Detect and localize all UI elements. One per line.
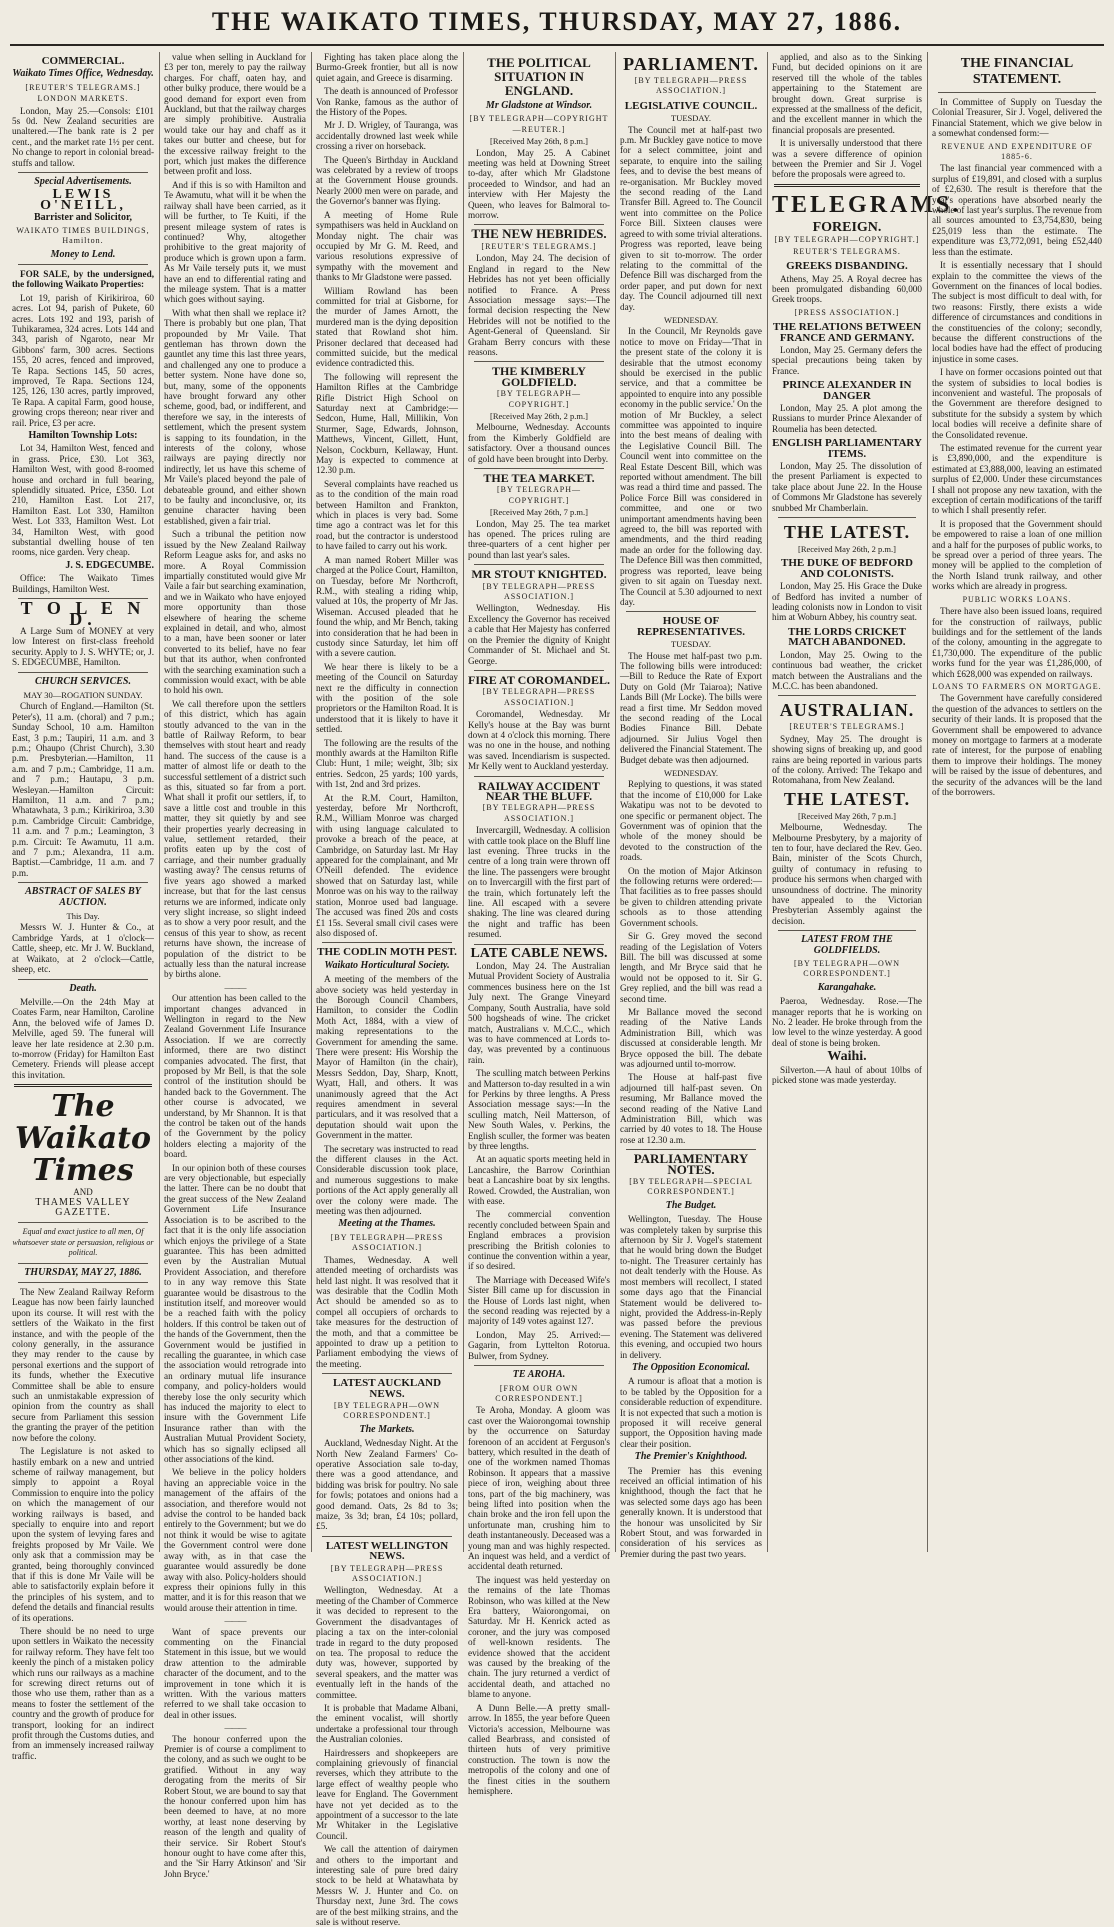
editorial-paragraph: There should be no need to urge upon settlers in Waikato the necessity for railway reform. They have felt too keenly the pinch of a mistaken policy which runs our railways as a machine for screwing direct returns out of those who use them, rather than as a means to foster the settlement of the country and the growth of produce for transport, looking for an indirect profit through the Customs duties, and from an immensely increased railway traffic. bbox=[12, 1626, 154, 1761]
divider bbox=[322, 1373, 452, 1374]
news-item: London, May 25. Germany defers the special precautions being taken by France. bbox=[772, 344, 922, 376]
thames-assoc: [BY TELEGRAPH—PRESS ASSOCIATION.] bbox=[330, 1232, 444, 1253]
news-item: The last financial year commenced with a surplus of £19,891, and closed with a surplus of £2,630. The result is therefore that the year's operations have absorbed nearly the whole of last year's surplus. The revenue from all sources amounted to £3,754,830, being £25,019 less than the estimate. The expenditure was £3,772,091, being £52,440 less than the estimate. bbox=[932, 163, 1102, 257]
telegrams-heading: TELEGRAMS. bbox=[772, 191, 962, 218]
council-day: TUESDAY. bbox=[671, 113, 711, 124]
to-lend-heading: T O L E N D. bbox=[20, 598, 146, 629]
news-item: The Council met at half-past two p.m. Mr Buckley gave notice to move for a select committee, joint and separate, to enquire into the sailing fees, and to devise the best means of re-organisation. Mr Buckley moved the second reading of the Land Transfer Bill. Agreed to. The Council went into committee on the Police Force Bill. Sixteen clauses were agreed to with some trivial alterations. Progress was reported, leave being given to sit to-morrow. The order relating to the committal of the Defence Bill was discharged from the order paper, and put down for next day. The Council adjourned till next day. bbox=[620, 124, 762, 312]
issue-date: THURSDAY, MAY 27, 1886. bbox=[24, 1266, 142, 1278]
latest-received: [Received May 26th, 2 p.m.] bbox=[798, 544, 896, 555]
lewis-oneill-name: LEWIS O'NEILL, bbox=[40, 187, 126, 213]
political-received: [Received May 26th, 8 p.m.] bbox=[490, 136, 588, 147]
column-2 bbox=[164, 52, 306, 1879]
news-item: A Dunn Belle.—A pretty small-arrow. In 1855, the year before Queen Victoria's accession, Melbourne was called Bearbrass, and consisted of thirteen huts of very primitive construction. The town is now the metropolis of the colony and one of the finest cities in the southern hemisphere. bbox=[468, 1702, 610, 1796]
church-text: Church of England.—Hamilton (St. Peter's), 11 a.m. (choral) and 7 p.m.; Sunday School, 10 a.m. Hamilton East, 3 p.m.; Taupiri, 11 a.m. and 3 p.m.; Ohaupo (Christ Church), 3.30 p.m. Presbyterian.—Hamilton, 11 a.m. and 7 p.m.; Cambridge, 11 a.m. and 7 p.m.; Hautapu, 3 p.m. Wesleyan.—Hamilton Circuit: Hamilton, 11 a.m. and 7 p.m.; Whatawhata, 3 p.m.; Kirikiriroa, 3.30 p.m. Cambridge Circuit: Cambridge, 11 a.m. and 7 p.m.; Leamington, 3 p.m. Circuit: Te Awamutu, 11 a.m. and 7 p.m.; Alexandra, 11 a.m. Baptist.—Cambridge, 11 a.m. and 7 p.m. bbox=[12, 701, 154, 878]
editorial-paragraph: The New Zealand Railway Reform League has now been fairly launched upon its course. It will rest with the settlers of the Waikato in the first instance, and with the people of the colony generally, in the assurance they may render to the cause by personal exertions and the support of its funds, whether the Executive Committee shall be able to ensure such an unmistakable expression of opinion from the country as shall secure from Parliament this session the granting the prayer of the petition now before the colony. bbox=[12, 1287, 154, 1443]
editorial-paragraph: We believe in the policy holders having an appreciable voice in the management of the affairs of the association, and therefore would not advise the control to be handed back entirely to the Government; but we do not think it would be wise to agitate the Government control were done away with, as in that case the guarantee would assuredly be done away with also. Policy-holders should express their opinions fully in this matter, and it is for this reason that we would arouse their attention in time. bbox=[164, 1467, 306, 1613]
relations-heading: THE RELATIONS BETWEEN FRANCE AND GERMANY. bbox=[772, 321, 922, 344]
column-rule bbox=[311, 52, 312, 1552]
news-item: The Premier has this evening received an official intimation of his knighthood, though the fact that he was selected some days ago has been generally known. It is understood that the honour was unsolicited by Sir Robert Stout, and was forwarded in consideration of his services as Premier during the past two years. bbox=[620, 1465, 762, 1559]
news-item: The House met half-past two p.m. The following bills were introduced:—Bill to Reduce the Rate of Export Duty on Gold (Mr Taiaroa); Native Lands Bill (Mr Locke). The bills were read a first time. Mr Seddon moved the second reading of the Local Bodies Finance Bill. Debate adjourned. Sir Julius Vogel then delivered the Financial Statement. The Budget debate was then adjourned. bbox=[620, 650, 762, 765]
tea-sub: [BY TELEGRAPH—COPYRIGHT.] bbox=[497, 485, 581, 505]
railway-sub: [BY TELEGRAPH—PRESS ASSOCIATION.] bbox=[482, 803, 596, 823]
greeks-heading: GREEKS DISBANDING. bbox=[786, 260, 908, 273]
house-day: TUESDAY. bbox=[671, 639, 711, 650]
sale-signature: J. S. EDGECUMBE. bbox=[65, 559, 154, 571]
editorial-paragraph: The Legislature is not asked to hastily embark on a new and untried scheme of railway management, but simply to appoint a Royal Commission to enquire into the policy on which the management of our working railways is based, and specially to enquire into and report upon the system of levying fares and freights proposed by Mr Vaile. We only ask that a commission may be granted, being thoroughly convinced that if this is done Mr Vaile will be able to satisfactorily explain before it the principles of his system, and to defend the details and financial results of its operations. bbox=[12, 1446, 154, 1623]
abstract-day: This Day. bbox=[66, 911, 100, 922]
news-item: It is universally understood that there was a severe difference of opinion between the Premier and Sir J. Vogel before the proposals were agreed to. bbox=[772, 138, 922, 180]
reuters-line: [REUTER'S TELEGRAMS.] bbox=[25, 82, 141, 92]
premier-heading: The Premier's Knighthood. bbox=[634, 1451, 748, 1463]
fire-heading: FIRE AT COROMANDEL. bbox=[468, 672, 610, 687]
divider bbox=[474, 670, 604, 671]
news-item: The Queen's Birthday in Auckland was celebrated by a review of troops at the Government House grounds. Nearly 2000 men were on parade, and the Governor's banner was flying. bbox=[316, 154, 458, 207]
editorial-paragraph: We call therefore upon the settlers of this district, which has again stoutly advanced to the van in the battle of Railway Reform, to bear themselves with stout heart and ready hand. The success of the cause is a matter of almost life or death to the successful settlement of a district such as this, situated so far from a port. What shall it profit our settlers, if, to save a little cost and trouble in this matter, they sit quietly by and see their properties yearly decreasing in value, settlement retarded, their profits eaten up by the cost of carriage, and their number gradually wasting away? The census returns of five years ago showed a marked increase, but that for the last census returns we are informed, indicate only very slight increase, so slight indeed as to show a very poor result, and the census of this year to show, as recent returns have shown, the increase of population of the district to be actually less than the natural increase by births alone. bbox=[164, 698, 306, 980]
news-item: Several complaints have reached us as to the condition of the main road between Hamilton and Frankton, which in places is very bad. Some time ago a contract was let for this road, but the contractor is understood to have failed to carry out his work. bbox=[316, 478, 458, 552]
divider bbox=[18, 1282, 148, 1283]
special-ads-heading: Special Advertisements. bbox=[34, 176, 132, 188]
divider bbox=[626, 1149, 756, 1150]
commercial-subheading: Waikato Times Office, Wednesday. bbox=[12, 68, 154, 80]
news-item: Replying to questions, it was stated that the income of £10,000 for Lake Wakatipu was not to be devoted to one specific or permanent object. The Government was of opinion that the whole of the money should be devoted to the construction of the roads. bbox=[620, 779, 762, 863]
news-item: A meeting of the members of the above society was held yesterday in the Borough Council Chambers, Hamilton, to consider the Codlin Moth Act, 1884, with a view of making representations to the Government for amending the same. There were present: His Worship the Mayor of Hamilton (in the chair), Messrs Seddon, Day, Sharp, Knott, Wyatt, Hall, and others. It was unanimously agreed that the Act requires amendment in several particulars, and it was resolved that a deputation should wait upon the Government in the matter. bbox=[316, 974, 458, 1141]
political-heading: THE POLITICAL SITUATION IN ENGLAND. bbox=[487, 55, 591, 98]
nameplate-and: AND bbox=[73, 1187, 93, 1198]
news-item: At the R.M. Court, Hamilton, yesterday, before Mr Northcroft, R.M., William Monroe was charged with using language calculated to provoke a breach of the peace, at Cambridge, on Saturday last. Mr Hay appeared for the complainant, and Mr O'Neill defended. The evidence showed that on Saturday last, while Monroe was on his way to the railway station, Monroe used bad language. The accused was fined 20s and costs £1 15s. Several small civil cases were also disposed of. bbox=[316, 792, 458, 938]
news-item: London, May 25. Owing to the continuous bad weather, the cricket match between the Australians and the M.C.C. has been abandoned. bbox=[772, 649, 922, 691]
kimberly-received: [Received May 26th, 2 p.m.] bbox=[490, 410, 588, 421]
editorial-paragraph: The honour conferred upon the Premier is of course a compliment to the colony, and as such we ought to be gratified. Without in any way derogating from the merits of Sir Robert Stout, we are bound to say that the honour conferred upon him has been deemed to have, at no more worthy, at least none deserving by reason of the length and quality of their service. Sir Robert Stout's honour ought to have come after this, and the 'Sir Harry Atkinson' and 'Sir John Bryce.' bbox=[164, 1733, 306, 1879]
news-item: The following will represent the Hamilton Rifles at the Cambridge Rifle District High School on Saturday next at Cambridge:—Sedcon, Hume, Hall, Millikin, Von Sturmer, Sage, Edwards, Johnson, Matthews, Vincent, Gillett, Hunt, Nelson, Cockburn, Kellaway, Hunt. May is expected to commence at 12.30 p.m. bbox=[316, 371, 458, 476]
divider bbox=[778, 930, 916, 931]
news-item: The Government have carefully considered the question of the advances to settlers on the security of their lands. It is proposed that the Government shall be empowered to advance money on mortgage to farmers at a moderate rate of interest, for the purpose of enabling them to improve their holdings. The money will be raised by the issue of debentures, and the security of the advances will be the land of the borrowers. bbox=[932, 693, 1102, 797]
news-item: A rumour is afloat that a motion is to be tabled by the Opposition for a considerable reduction of expenditure. It is not expected that such a motion is proposed it will receive general support, the Opposition having made clear their position. bbox=[620, 1376, 762, 1449]
column-4 bbox=[468, 52, 610, 1796]
news-item: Wellington, Wednesday. At a meeting of the Chamber of Commerce it was decided to represent to the Government the disadvantages of placing a tax on the inter-colonial trade in regard to the duty proposed on tea. The proposal to reduce the duty was, however, supported by several speakers, and the matter was eventually left in the hands of the committee. bbox=[316, 1585, 458, 1700]
sale-body: Lot 19, parish of Kirikiriroa, 60 acres. Lot 94, parish of Pukete, 60 acres. Lots 192 and 193, parish of Tuhikaramea, 324 acres. Lots 144 and 343, parish of Ngaroto, near Mr Gibbons' farm, 300 acres. Sections 155, 20 acres, fenced and improved, Te Rapa. Sections 145, 50 acres, improved, Te Rapa. Sections 124, 125, 126, 130 acres, partly improved, Te Rapa. A capital Farm, good house, growing crops thereon; near river and rail. Price, £3 per acre. bbox=[12, 292, 154, 428]
divider bbox=[626, 611, 756, 612]
foreign-heading: FOREIGN. bbox=[812, 219, 882, 235]
codlin-heading: THE CODLIN MOTH PEST. bbox=[317, 946, 457, 959]
divider bbox=[774, 184, 920, 187]
death-text: Melville.—On the 24th May at Coates Farm, near Hamilton, Caroline Ann, the beloved wife of James D. Melville, aged 59. The funeral will leave her late residence at 2.30 p.m. to-morrow (Friday) for Hamilton East Cemetery. Friends will please accept this invitation. bbox=[12, 996, 154, 1080]
opposition-heading: The Opposition Economical. bbox=[631, 1361, 751, 1373]
editorial-paragraph: value when selling in Auckland for £3 per ton, merely to pay the railway charges. For chaff, oaten hay, and other bulky produce, there would be a good demand for export even from Auckland, but that the railway charges are simply prohibitive. Australia would take our hay and chaff as it takes our butter and cheese, but for the excessive railway freight to the port, which just makes the difference between profit and loss. bbox=[164, 52, 306, 177]
hebrides-heading: THE NEW HEBRIDES. bbox=[471, 226, 607, 242]
council-wednesday: WEDNESDAY. bbox=[663, 314, 719, 325]
aroha-sub: [FROM OUR OWN CORRESPONDENT.] bbox=[495, 1383, 583, 1403]
column-rule bbox=[767, 52, 768, 1552]
news-item: Wellington, Tuesday. The House was completely taken by surprise this afternoon by Sir J. Vogel's statement that he would bring down the Budget to-night. The Treasurer certainly has not dealt tenderly with the House. As most members will recollect, I stated some days ago that the Financial Statement would be delivered to-night, provided the Address-in-Reply was passed before the previous evening. The Statement was delivered this evening, and occupied two hours in delivery. bbox=[620, 1214, 762, 1360]
news-item: The death is announced of Professor Von Ranke, famous as the author of the History of the Popes. bbox=[316, 86, 458, 118]
hamilton-lots-heading: Hamilton Township Lots: bbox=[28, 430, 138, 441]
news-item: London, May 24. The Australian Mutual Provident Society of Australia commences business here on the 1st July next. The Grange Vineyard Company, South Australia, have sold 500 hogsheads of wine. The cricket match, Australians v. M.C.C., which was to have commenced at Lords to-day, was prevented by a continuous rain. bbox=[468, 961, 610, 1065]
news-item: Te Aroha, Monday. A gloom was cast over the Waiorongomai township by the occurrence on Saturday forenoon of an accident at Ferguson's battery, which resulted in the death of one of the workmen named Thomas Robinson. It appears that a massive piece of iron, weighing about three tons, part of the big machinery, was being lifted into position when the chain broke and the iron fell upon the unfortunate man, crushing him to death instantaneously. Deceased was a young man and was highly respected. An inquest was held, and a verdict of accidental death returned. bbox=[468, 1405, 610, 1572]
masthead-rule bbox=[10, 44, 1104, 46]
news-item: Melbourne, Wednesday. The Melbourne Presbytery, by a majority of ten to four, have declared the Rev. Geo. Bain, minister of the Scots Church, guilty of contumacy in refusing to produce his sermons when charged with unsoundness of doctrine. The minority have appealed to the Victorian Presbyterian Assembly against the decision. bbox=[772, 822, 922, 926]
news-item: At an aquatic sports meeting held in Lancashire, the Barrow Corinthian beat a Lancashire boat by six lengths. Rowed. Crowded, the Australian, won with ease. bbox=[468, 1154, 610, 1206]
news-item: London, May 25. The tea market has opened. The prices ruling are three-quarters of a cent higher per pound than last year's sales. bbox=[468, 518, 610, 560]
divider bbox=[322, 1536, 452, 1537]
to-lend-body: A Large Sum of MONEY at very low Interest on first-class freehold security. Apply to J. S. WHYTE; or, J. S. EDGECUMBE, Hamilton. bbox=[12, 625, 154, 668]
budget-heading: The Budget. bbox=[665, 1199, 717, 1211]
news-item: William Rowland has been committed for trial at Gisborne, for the murder of James Arnott, the murdered man is the dying deposition stated that Rowland shot him. Prisoner declared that deceased had committed suicide, but the medical evidence contradicted this. bbox=[316, 285, 458, 369]
news-item: Athens, May 25. A Royal decree has been promulgated disbanding 60,000 Greek troops. bbox=[772, 273, 922, 305]
parliament-heading: PARLIAMENT. bbox=[623, 54, 759, 74]
news-item: Auckland, Wednesday Night. At the North New Zealand Farmers' Co-operative Association sale to-day, there was a good attendance, and bidding was brisk for poultry. No sale for fowls; potatoes and onions had a good demand. Oats, 2s 8d to 3s; maize, 3s 3d; bran, £4 10s; pollard, £5. bbox=[316, 1438, 458, 1532]
reuter-line: REUTER'S TELEGRAMS. bbox=[793, 246, 901, 256]
news-item: The following are the results of the monthly awards at the Hamilton Rifle Club: Hunt, 1 mile; weight, 3lb; six entries. Sedcon, 25 yards; 100 yards, with 1st, 2nd and 3rd prizes. bbox=[316, 737, 458, 790]
editorial-paragraph: In our opinion both of these courses are very objectionable, but especially the latter. There can be no doubt that the great success of the New Zealand Government Life Insurance Association is to be ascribed to the fact that it is the only life association which enjoys the privilege of a State guarantee. This has been admitted even by the Australian Mutual Provident Association, and therefore to in any way remove this State guarantee would be disastrous to the institution itself, and moreover would be a reached faith with the policy holders. If this control be taken out of the hands of the Government, then the Government would be justified in recalling the guarantee, in which case the association would retrograde into an ordinary mutual life insurance company, and policy-holders would thereby lose the only security which has induced the majority to elect to insure with the Government Life Insurance rather than with the Australian Mutual Provident Society, which has so signally eclipsed all other associations of the kind. bbox=[164, 1162, 306, 1465]
news-item: The sculling match between Perkins and Matterson to-day resulted in a win for Perkins by three lengths. A Press Association message says:—In the sculling match, Neil Matterson, of New South Wales, v. Perkins, the English sculler, the former was beaten by three lengths. bbox=[468, 1068, 610, 1151]
commercial-text: London, May 25.—Consols: £101 5s 0d. New Zealand securities are unaltered.—The bank rate is 2 per cent., and the market rate 1½ per cent. No change to report in colonial bread-stuffs and tallow. bbox=[12, 105, 154, 168]
news-item: Melbourne, Wednesday. Accounts from the Kimberly Goldfield are satisfactory. Over a thousand ounces of gold have been brought into Derby. bbox=[468, 422, 610, 464]
news-item: London, May 25. A Cabinet meeting was held at Downing Street to-day, after which Mr Gladstone proceeded to Windsor, and had an interview with Her Majesty the Queen, who leaves for Balmoral to-morrow. bbox=[468, 147, 610, 221]
news-item: In the Council, Mr Reynolds gave notice to move on Friday—'That in the present state of the colony it is desirable that the utmost economy should be exercised in the public service, and that a committee be appointed to enquire into any possible economy in the public service.' On the motion of Mr Buckley, a select committee was appointed to inquire into the best means of dealing with the Legislative Council Bill. The Council went into committee on the Real Estate Descent Bill, which was reported without amendment. The bill was read a third time and passed. The Police Force Bill was considered in committee, and one or two unimportant amendments having been agreed to, the bill was reported with amendments, and the third reading made an order for the following day. The Defence Bill was then committed, progress was reported, leave being given to sit again on Tuesday next. The Council at 5.30 adjourned to next day. bbox=[620, 326, 762, 607]
kimberly-heading: THE KIMBERLY GOLDFIELD. bbox=[492, 364, 586, 389]
divider bbox=[474, 564, 604, 565]
news-item: Wellington, Wednesday. His Excellency the Governor has received a cable that Her Majesty has conferred on the Premier the dignity of Knight Commander of St. Michael and St. George. bbox=[468, 603, 610, 666]
kimberly-sub: [BY TELEGRAPH—COPYRIGHT.] bbox=[497, 389, 581, 409]
fire-sub: [BY TELEGRAPH—PRESS ASSOCIATION.] bbox=[482, 687, 596, 707]
sale-intro: FOR SALE, by the undersigned, the following Waikato Properties: bbox=[12, 268, 154, 290]
nameplate-motto: Equal and exact justice to all men, Of whatsoever state or persuasion, religious or political. bbox=[12, 1227, 154, 1258]
tea-heading: THE TEA MARKET. bbox=[483, 471, 595, 485]
editorial-paragraph: Such a tribunal the petition now issued by the New Zealand Railway Reform League asks for, and asks no more. A Royal Commission impartially constituted would give Mr Vaile a fair but searching examination, and we in Waikato who have enjoyed more opportunity than those elsewhere of hearing the scheme explained in detail, and who, almost to a man, have been sooner or later converted to its belief, have no fear but that its author, when confronted with the searching examination such a commission would exact, with be able to hold his own. bbox=[164, 529, 306, 696]
church-heading: CHURCH SERVICES. bbox=[35, 675, 131, 687]
news-item: London, May 25. Arrived:—Gagarin, from Lyttelton Rotorua. Bulwer, from Sydney. bbox=[468, 1329, 610, 1361]
australian-heading: AUSTRALIAN. bbox=[779, 700, 915, 721]
wellington-sub: [BY TELEGRAPH—PRESS ASSOCIATION.] bbox=[330, 1563, 444, 1584]
news-item: Coromandel, Wednesday. Mr Kelly's house at the Bay was burnt down at 4 o'clock this morning. There was no one in the house, and nothing was saved. Incendiarism is suspected. Mr Kelly went to Auckland yesterday. bbox=[468, 709, 610, 772]
column-rule bbox=[615, 52, 616, 1552]
editorial-paragraph: Want of space prevents our commenting on the Financial Statement in this issue, but we would draw attention to the admirable character of the document, and to the improvement in tone which it is written. With the various matters referred to we shall take occasion to deal in other issues. bbox=[164, 1626, 306, 1720]
council-heading: LEGISLATIVE COUNCIL. bbox=[624, 99, 758, 112]
railway-heading: RAILWAY ACCIDENT NEAR THE BLUFF. bbox=[478, 778, 600, 803]
latest2-heading: THE LATEST. bbox=[783, 788, 911, 809]
news-item: It is essentially necessary that I should explain to the committee the views of the Government on the finances of local bodies. The subject is most difficult to deal with, for two reasons: Firstly, there exists a wide difference of circumstances and conditions in the constituencies of the colony; secondly, because the different constructions of the local bodies have had the effect of producing injustice in some cases. bbox=[932, 260, 1102, 364]
news-item: The estimated revenue for the current year is £3,890,000, and the expenditure is estimated at £3,888,000, leaving an estimated surplus of £2,000. Under these circumstances I shall not propose any new taxation, with the exception of certain modifications of the tariff to which I shall presently refer. bbox=[932, 443, 1102, 516]
english-parliament-heading: ENGLISH PARLIAMENTARY ITEMS. bbox=[772, 437, 922, 460]
divider bbox=[18, 672, 148, 673]
abstract-heading: ABSTRACT OF SALES BY AUCTION. bbox=[25, 886, 141, 908]
divider bbox=[474, 776, 604, 777]
column-rule bbox=[927, 52, 928, 1552]
sale-office: Office: The Waikato Times Buildings, Hamilton West. bbox=[12, 573, 154, 594]
wellington-heading: LATEST WELLINGTON NEWS. bbox=[325, 1539, 449, 1563]
column-6 bbox=[772, 52, 962, 1552]
editorial-paragraph: And if this is so with Hamilton and Te Awamutu, what will it be when the railway shall have been carried, as it will be further, to Te Kuiti, if the present mileage system of rates is continued? Why, altogether prohibitive to the great majority of produce which is grown upon a farm. As Mr Vaile tersely puts it, we must have an end to differential rating and the mileage system. That is a matter which goes without saying. bbox=[164, 179, 306, 305]
divider bbox=[18, 264, 148, 265]
divider bbox=[474, 361, 604, 362]
news-item: A meeting of Home Rule sympathisers was held in Auckland on Monday night. The chair was occupied by Mr G. M. Reed, and various resolutions expressive of sympathy with the movement and thanks to Mr Gladstone were passed. bbox=[316, 209, 458, 283]
revenue-heading: REVENUE AND EXPENDITURE OF 1885-6. bbox=[941, 141, 1093, 162]
markets-heading: The Markets. bbox=[359, 1423, 415, 1435]
cable-heading: LATE CABLE NEWS. bbox=[470, 945, 608, 961]
news-item: The Marriage with Deceased Wife's Sister Bill came up for discussion in the House of Lords last night, when the second reading was rejected by a majority of 149 votes against 127. bbox=[468, 1274, 610, 1327]
news-item: On the motion of Major Atkinson the following returns were ordered:—That facilities as to free passes should be given to children attending private schools as to those attending Government schools. bbox=[620, 865, 762, 928]
column-5 bbox=[620, 52, 762, 1559]
news-item: London, May 25. His Grace the Duke of Bedford has invited a number of leading colonists now in London to visit him at Woburn Abbey, his country seat. bbox=[772, 581, 922, 623]
column-rule bbox=[463, 52, 464, 1552]
divider bbox=[778, 695, 916, 696]
divider bbox=[164, 1616, 306, 1626]
news-item: It is probable that Madame Albani, the eminent vocalist, will shortly undertake a professional tour through the Australian colonies. bbox=[316, 1702, 458, 1745]
church-date: MAY 30—ROGATION SUNDAY. bbox=[23, 689, 143, 700]
karangahake-heading: Karangahake. bbox=[817, 981, 877, 993]
news-item: Paeroa, Wednesday. Rose.—The manager reports that he is working on No. 2 leader. He broke through from the low level to the winze yesterday. A good deal of stone is being broken. bbox=[772, 996, 922, 1048]
abstract-text: Messrs W. J. Hunter & Co., at Cambridge Yards, at 1 o'clock—Cattle, sheep, etc. Mr J. W. Buckland, at Waikato, at 2 o'clock—Cattle, sheep, etc. bbox=[12, 922, 154, 975]
lewis-oneill-title: Barrister and Solicitor, bbox=[33, 212, 133, 224]
duke-heading: THE DUKE OF BEDFORD AND COLONISTS. bbox=[781, 557, 913, 580]
divider bbox=[18, 1263, 148, 1264]
hebrides-sub: [REUTER'S TELEGRAMS.] bbox=[481, 241, 597, 251]
column-3 bbox=[316, 52, 458, 1927]
prince-heading: PRINCE ALEXANDER IN DANGER bbox=[782, 379, 912, 402]
news-item: Silverton.—A haul of about 10lbs of picked stone was made yesterday. bbox=[772, 1064, 922, 1086]
divider bbox=[474, 944, 604, 945]
loans-heading: LOANS TO FARMERS ON MORTGAGE. bbox=[932, 681, 1102, 691]
news-item: applied, and also as to the Sinking Fund, but decided opinions on it are reserved till the whole of the tables appertaining to the Statement are brought down. Great surprise is expressed at the smallness of the deficit, and the excellent manner in which the financial proposals are presented. bbox=[772, 52, 922, 135]
stout-sub: [BY TELEGRAPH—PRESS ASSOCIATION.] bbox=[482, 581, 596, 602]
news-item: Fighting has taken place along the Burmo-Greek frontier, but all is now quiet again, and Greece is disarming. bbox=[316, 52, 458, 83]
divider bbox=[18, 1222, 148, 1223]
codlin-subheading: Waikato Horticultural Society. bbox=[324, 959, 450, 971]
goldfields-sub: [BY TELEGRAPH—OWN CORRESPONDENT.] bbox=[793, 959, 901, 979]
house-wednesday: WEDNESDAY. bbox=[663, 768, 719, 778]
divider bbox=[18, 172, 148, 173]
newspaper-nameplate: The Waikato Times bbox=[14, 1089, 151, 1189]
news-item: Sydney, May 25. The drought is showing signs of breaking up, and good rains are being reported in various parts of the colony. Arrived: The Tekapo and Rotomahana, from New Zealand. bbox=[772, 733, 922, 786]
divider bbox=[938, 92, 1096, 93]
press-association: [PRESS ASSOCIATION.] bbox=[794, 307, 900, 317]
news-item: Mr Ballance moved the second reading of the Native Lands Administration Bill, which was discussed at considerable length. Mr Bryce opposed the bill. The debate was adjourned until to-morrow. bbox=[620, 1006, 762, 1069]
hamilton-lots-body: Lot 34, Hamilton West, fenced and in grass. Price, £30. Lot 363, Hamilton West, with good 8-roomed house and orchard in full bearing, splendidly situated. Price, £350. Lot 210, Hamilton East. Lot 217, Hamilton East. Lot 330, Hamilton West. Lot 333, Hamilton West. Lot 34, Hamilton West, with good substantial dwelling house of ten rooms, nice garden. Very cheap. bbox=[12, 443, 154, 558]
news-item: The House at half-past five adjourned till half-past seven. On resuming, Mr Ballance moved the second reading of the Native Land Administration Bill, which was carried by 40 votes to 18. The House rose at 12.30 a.m. bbox=[620, 1072, 762, 1145]
divider bbox=[474, 1365, 604, 1366]
editorial-paragraph: With what then shall we replace it? There is probably but one plan, That propounded by Mr Vaile. That gentleman has thrown down the gauntlet any time this last three years, and challenged any one to produce a better system. None have done so, but, many, some of the opponents have brought forward any other scheme, good, bad, or indifferent, and therefore we say, in the interests of settlement, which the present system is sapping to its foundation, in the interests of the colony, whose railways are paying directly nor indirectly, let us have this scheme of Mr Vaile's placed beyond the pale of debateable ground, and either shown to be faulty and inconclusive, or, its genuine character having been established, given a fair trial. bbox=[164, 307, 306, 526]
lewis-oneill-money: Money to Lend. bbox=[50, 248, 116, 260]
thames-heading: Meeting at the Thames. bbox=[338, 1218, 436, 1230]
divider bbox=[474, 468, 604, 469]
divider bbox=[14, 1084, 152, 1087]
australian-sub: [REUTER'S TELEGRAMS.] bbox=[789, 722, 905, 732]
foreign-sub: [BY TELEGRAPH—COPYRIGHT.] bbox=[774, 235, 920, 245]
news-item: I have on former occasions pointed out that the system of subsidies to local bodies is inconvenient and wasteful. The proposals of the Government are therefore designed to substitute for the subsidy a system by which local bodies will receive a definite share of the Consolidated revenue. bbox=[932, 367, 1102, 440]
divider bbox=[474, 224, 604, 225]
news-item: London, May 24. The decision of England in regard to the New Hebrides has not yet been officially notified to France. A Press Association message says:—The formal decision respecting the New Hebrides will not be notified to the Agent-General of Queensland. Sir Graham Berry concurs with these reasons. bbox=[468, 253, 610, 357]
divider bbox=[18, 882, 148, 883]
masthead: THE WAIKATO TIMES, THURSDAY, MAY 27, 1886. bbox=[211, 7, 903, 36]
news-item: Mr J. D. Wrigley, of Tauranga, was accidentally drowned last week while crossing a river on horseback. bbox=[316, 120, 458, 152]
divider bbox=[164, 983, 306, 993]
divider bbox=[18, 979, 148, 980]
financial-heading: THE FINANCIAL STATEMENT. bbox=[960, 56, 1074, 87]
auckland-sub: [BY TELEGRAPH—OWN CORRESPONDENT.] bbox=[333, 1400, 441, 1421]
news-item: We hear there is likely to be a meeting of the Council on Saturday next re the difficulty in connection with the position of the sole proprietors or the Hamilton Road. It is understood that it is likely to have it settled. bbox=[316, 661, 458, 735]
parliament-sub: [BY TELEGRAPH—PRESS ASSOCIATION.] bbox=[634, 76, 748, 96]
news-item: Invercargill, Wednesday. A collision with cattle took place on the Bluff line last evening. Three trucks in the centre of a long train were thrown off the line. The passengers were brought on to Invercargill with the first part of the train, which fortunately left the line. All escaped with a severe shaking. The line was cleared during the night and traffic has been resumed. bbox=[468, 825, 610, 940]
lords-heading: THE LORDS CRICKET MATCH ABANDONED. bbox=[788, 625, 906, 649]
news-item: It is proposed that the Government should be empowered to raise a loan of one million and a half for the purposes of public works, to be spread over a period of three years. The money will be applied to the completion of the North Island trunk railway, and other works which are already in progress. bbox=[932, 518, 1102, 592]
goldfields-heading: LATEST FROM THE GOLDFIELDS. bbox=[801, 934, 893, 956]
news-item: We call the attention of dairymen and others to the important and interesting sale of pure bred dairy stock to be held at Whatawhata by Messrs W. J. Hunter and Co. on Thursday next, June 3rd. The cows are of the best milking strains, and the sale is without reserve. bbox=[316, 1844, 458, 1927]
death-heading: Death. bbox=[69, 982, 97, 994]
aroha-heading: TE AROHA. bbox=[512, 1369, 566, 1381]
commercial-heading: COMMERCIAL. bbox=[41, 55, 125, 67]
news-item: In Committee of Supply on Tuesday the Colonial Treasurer, Sir J. Vogel, delivered the Financial Statement, which we give below in a somewhat condensed form:— bbox=[932, 97, 1102, 139]
political-assoc: [BY TELEGRAPH—COPYRIGHT—REUTER.] bbox=[469, 114, 609, 134]
column-1 bbox=[12, 52, 154, 1761]
news-item: Hairdressers and shopkeepers are complaining grievously of financial reverses, which they attribute to the large effect of wealthy people who leave for England. The Government have not yet decided as to the appointment of a successor to the late Mr Whitaker in the Legislative Council. bbox=[316, 1747, 458, 1841]
public-works-heading: PUBLIC WORKS LOANS. bbox=[962, 594, 1072, 604]
parliamentary-notes-heading: PARLIAMENTARY NOTES. bbox=[633, 1151, 749, 1177]
news-item: There have also been issued loans, required for the construction of railways, public buildings and for the settlement of the lands of the colony, amounting in the aggregate to £1,730,000. The expenditure of the public works fund for the year was £1,286,000, of which £628,000 was expended on railways. bbox=[932, 606, 1102, 679]
news-item: London, May 25. A plot among the Russians to murder Prince Alexander of Roumelia has been detected. bbox=[772, 402, 922, 434]
lewis-oneill-address: WAIKATO TIMES BUILDINGS, Hamilton. bbox=[16, 225, 150, 246]
news-item: A man named Robert Miller was charged at the Police Court, Hamilton, on Tuesday, before Mr Northcroft, R.M., with stealing a riding whip, valued at 10s, the property of Mr Jas. Wiseman. Accused pleaded that he found the whip, and Mr Bench, taking into consideration that he had been in custody since Saturday, let him off with a severe caution. bbox=[316, 554, 458, 659]
news-item: The inquest was held yesterday on the remains of the late Thomas Robinson, who was killed at the New Era battery, Waiorongomai, on Saturday. Mr H. Kenrick acted as coroner, and the jury was composed of well-known residents. The evidence showed that the accident was caused by the breaking of the chain. The jury returned a verdict of accidental death, and attached no blame to anyone. bbox=[468, 1574, 610, 1700]
editorial-paragraph: Our attention has been called to the important changes advanced in Wellington in regard to the New Zealand Government Life Insurance Association. If we are correctly informed, there are two distinct companies advocated. The first, that proposed by Mr Bell, is that the sole control of the institution should be handed back to the Government. The other course is advocated, we understand, by Mr Shannon. It is that the control be taken out of the hands of the Government by the policy holders electing a majority of the board. bbox=[164, 993, 306, 1160]
news-item: Sir G. Grey moved the second reading of the Legislation of Voters Bill. The bill was discussed at some length, and Mr Bryce said that he would not be opposed to it. Sir G. Grey replied, and the bill was read a second time. bbox=[620, 931, 762, 1004]
column-7 bbox=[932, 52, 1102, 1552]
house-heading: HOUSE OF REPRESENTATIVES. bbox=[636, 615, 746, 638]
news-item: Thames, Wednesday. A well attended meeting of orchardists was held last night. It was resolved that it was desirable that the Codlin Moth Act should be amended so as to compel all occupiers of orchards to take measures for the destruction of the moth, and that a committee be appointed to draw up a petition to Parliament embodying the views of the meeting. bbox=[316, 1254, 458, 1369]
column-rule bbox=[159, 52, 160, 1552]
waihi-heading: Waihi. bbox=[827, 1049, 867, 1065]
tea-received: [Received May 26th, 7 p.m.] bbox=[490, 507, 588, 518]
divider bbox=[164, 1723, 306, 1733]
parliamentary-notes-sub: [BY TELEGRAPH—SPECIAL CORRESPONDENT.] bbox=[629, 1177, 753, 1197]
divider bbox=[322, 942, 452, 943]
divider bbox=[778, 517, 916, 518]
stout-heading: MR STOUT KNIGHTED. bbox=[471, 567, 607, 582]
news-item: The commercial convention recently concluded between Spain and England embraces a provision prescribing the British colonies to continue the convention within a year, if so desired. bbox=[468, 1209, 610, 1272]
nameplate-subtitle: THAMES VALLEY GAZETTE. bbox=[35, 1196, 131, 1218]
latest2-received: [Received May 26th, 7 p.m.] bbox=[798, 810, 896, 821]
auckland-heading: LATEST AUCKLAND NEWS. bbox=[332, 1377, 442, 1400]
political-subheading: Mr Gladstone at Windsor. bbox=[485, 100, 593, 111]
latest-heading: THE LATEST. bbox=[783, 522, 911, 543]
news-item: The secretary was instructed to read the different clauses in the Act. Considerable discussion took place, and numerous suggestions to make portions of the Act apply generally all over the colony were made. The meeting was then adjourned. bbox=[316, 1143, 458, 1217]
news-item: London, May 25. The dissolution of the present Parliament is expected to take place about June 22. In the House of Commons Mr Gladstone has severely snubbed Mr Chamberlain. bbox=[772, 461, 922, 513]
london-markets-line: LONDON MARKETS. bbox=[37, 94, 129, 104]
